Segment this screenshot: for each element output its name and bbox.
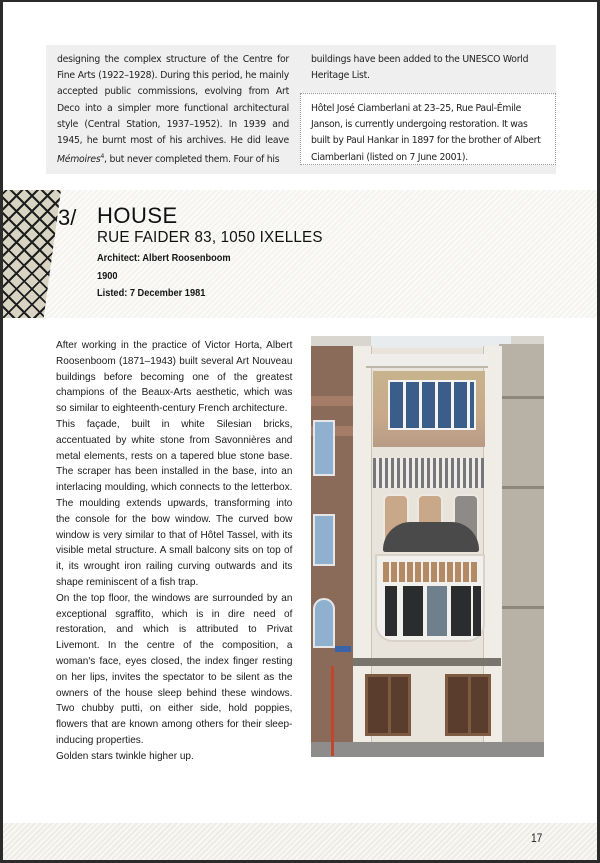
photo-brick-band — [311, 396, 353, 406]
photo-balcony-railing — [383, 522, 479, 552]
photo-right-ledge — [499, 606, 544, 609]
architect-line: Architect: Albert Roosenboom — [97, 252, 231, 264]
listed-line: Listed: 7 December 1981 — [97, 287, 206, 299]
year-line: 1900 — [97, 270, 118, 282]
photo-bow-grid — [383, 562, 477, 582]
photo-sidewalk — [311, 742, 544, 757]
photo-left-window — [313, 514, 335, 566]
continuation-text: designing the complex structure of the Centre for Fine Arts (1922–1928). During this period, he mainly accepted public commissions, evolving from Art Deco into a simpler more functional architectural style (Central Station, 1937–1952). In 1939 and 1945, he burnt most of his archives. He did leave — [57, 54, 289, 147]
body-paragraph: Golden stars twinkle higher up. — [56, 750, 194, 762]
photo-top-windows — [388, 380, 476, 430]
photo-bow-pane — [473, 586, 481, 636]
photo-bow-pane — [451, 586, 471, 636]
photo-mid-windows — [373, 458, 485, 488]
section-title: HOUSE — [97, 203, 178, 228]
photo-door — [445, 674, 491, 736]
photo-cornice — [366, 354, 488, 368]
continuation-text-end: , but never completed them. Four of his — [104, 154, 280, 166]
photo-door — [365, 674, 411, 736]
memoires-title: Mémoires — [57, 154, 101, 166]
photo-street-sign — [335, 646, 351, 652]
section-address: RUE FAIDER 83, 1050 IXELLES — [97, 229, 323, 246]
body-paragraph: This façade, built in white Silesian bricks, accentuated by white stone from Savonnières and metal elements, rests on a tapered blue stone base. The scraper has been installed in the base, into an interlacing moulding, which connects to the letterbox. The moulding extends upwards, transforming into the console for the bow window. The curved bow window is very similar to that of Hôtel Tassel, with its visible metal structure. A small balcony sits on top of it, its wrought iron railing curving outwards and its shape reminiscent of a fish trap. — [56, 418, 293, 588]
house-facade-photo — [311, 336, 544, 757]
photo-ground-cornice — [353, 658, 501, 666]
photo-left-window — [313, 598, 335, 648]
footer-band — [0, 823, 597, 860]
photo-bow-pane — [385, 586, 397, 636]
page-number: 17 — [531, 831, 543, 845]
continuation-left-column — [57, 52, 289, 169]
photo-bow-pane — [427, 586, 447, 636]
photo-pole — [331, 666, 334, 756]
body-text — [56, 338, 292, 765]
photo-bow-pane — [403, 586, 423, 636]
section-number: 3/ — [58, 205, 77, 230]
footnote-marker[interactable]: 4 — [100, 153, 105, 161]
continuation-right-column: buildings have been added to the UNESCO World Heritage List. — [311, 54, 529, 82]
photo-bow-window — [375, 554, 485, 642]
photo-right-ledge — [499, 396, 544, 399]
body-paragraph: On the top floor, the windows are surrounded by an exceptional sgraffito, which is in dire need of restoration, and which is attributed to Privat Livemont. In the centre of the composition, a woman's face, eyes closed, the index finger resting on her lips, invites the spectator to be silent as the owners of the house sleep behind these windows. Two chubby putti, on either side, hold poppies, flowers that are known among others for their sleep-inducing properties. — [56, 592, 293, 746]
photo-left-window — [313, 420, 335, 476]
photo-right-building — [499, 344, 544, 757]
body-paragraph: After working in the practice of Victor Horta, Albert Roosenboom (1871–1943) built several Art Nouveau buildings before becoming one of the greatest champions of the Beaux-Arts aesthetic, which was so similar to eighteenth-century French architecture. — [56, 340, 293, 415]
note-text: Hôtel José Ciamberlani at 23–25, Rue Paul-Émile Janson, is currently undergoing restoration. It was built by Paul Hankar in 1897 for the brother of Albert Ciamberlani (listed on 7 June 2001). — [311, 103, 541, 163]
photo-right-ledge — [499, 486, 544, 489]
section-header-band — [0, 190, 597, 318]
